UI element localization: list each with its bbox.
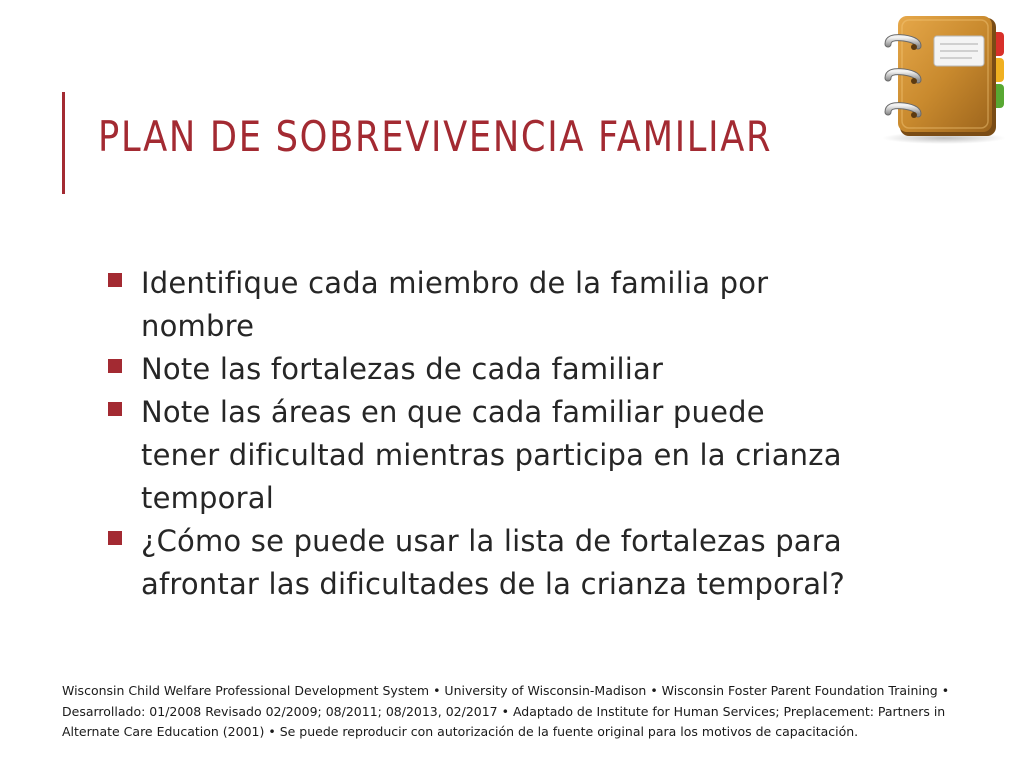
bullet-item [106,391,846,520]
square-bullet-icon [108,273,122,287]
title-accent-bar [62,92,65,194]
bullet-item [106,520,846,606]
bullet-text: Identifique cada miembro de la familia por nombre [141,266,769,343]
bullet-text: ¿Cómo se puede usar la lista de fortalezas para afrontar las dificultades de la crianza temporal? [141,524,846,601]
bullet-list [106,262,846,606]
bullet-text: Note las fortalezas de cada familiar [141,352,664,386]
square-bullet-icon [108,359,122,373]
square-bullet-icon [108,402,122,416]
slide-title: PLAN DE SOBREVIVENCIA FAMILIAR [98,112,773,161]
bullet-text: Note las áreas en que cada familiar puede tener dificultad mientras participa en la crianza temporal [141,395,842,515]
footer-credits: Wisconsin Child Welfare Professional Development System • University of Wisconsin-Madison • Wisconsin Foster Parent Foundation Training • Desarrollado: 01/2008 Revisado 02/2009; 08/2011; 08/2013, 02/2017 • Adaptado de Institute for Human Services; Preplacement: Partners in Alternate Care Education (2001) • Se puede reproducir con autorización de la fuente original para los motivos de capacitación. [62,683,950,739]
bullet-item [106,348,846,391]
bullet-item [106,262,846,348]
notebook-icon [878,12,1008,146]
square-bullet-icon [108,531,122,545]
